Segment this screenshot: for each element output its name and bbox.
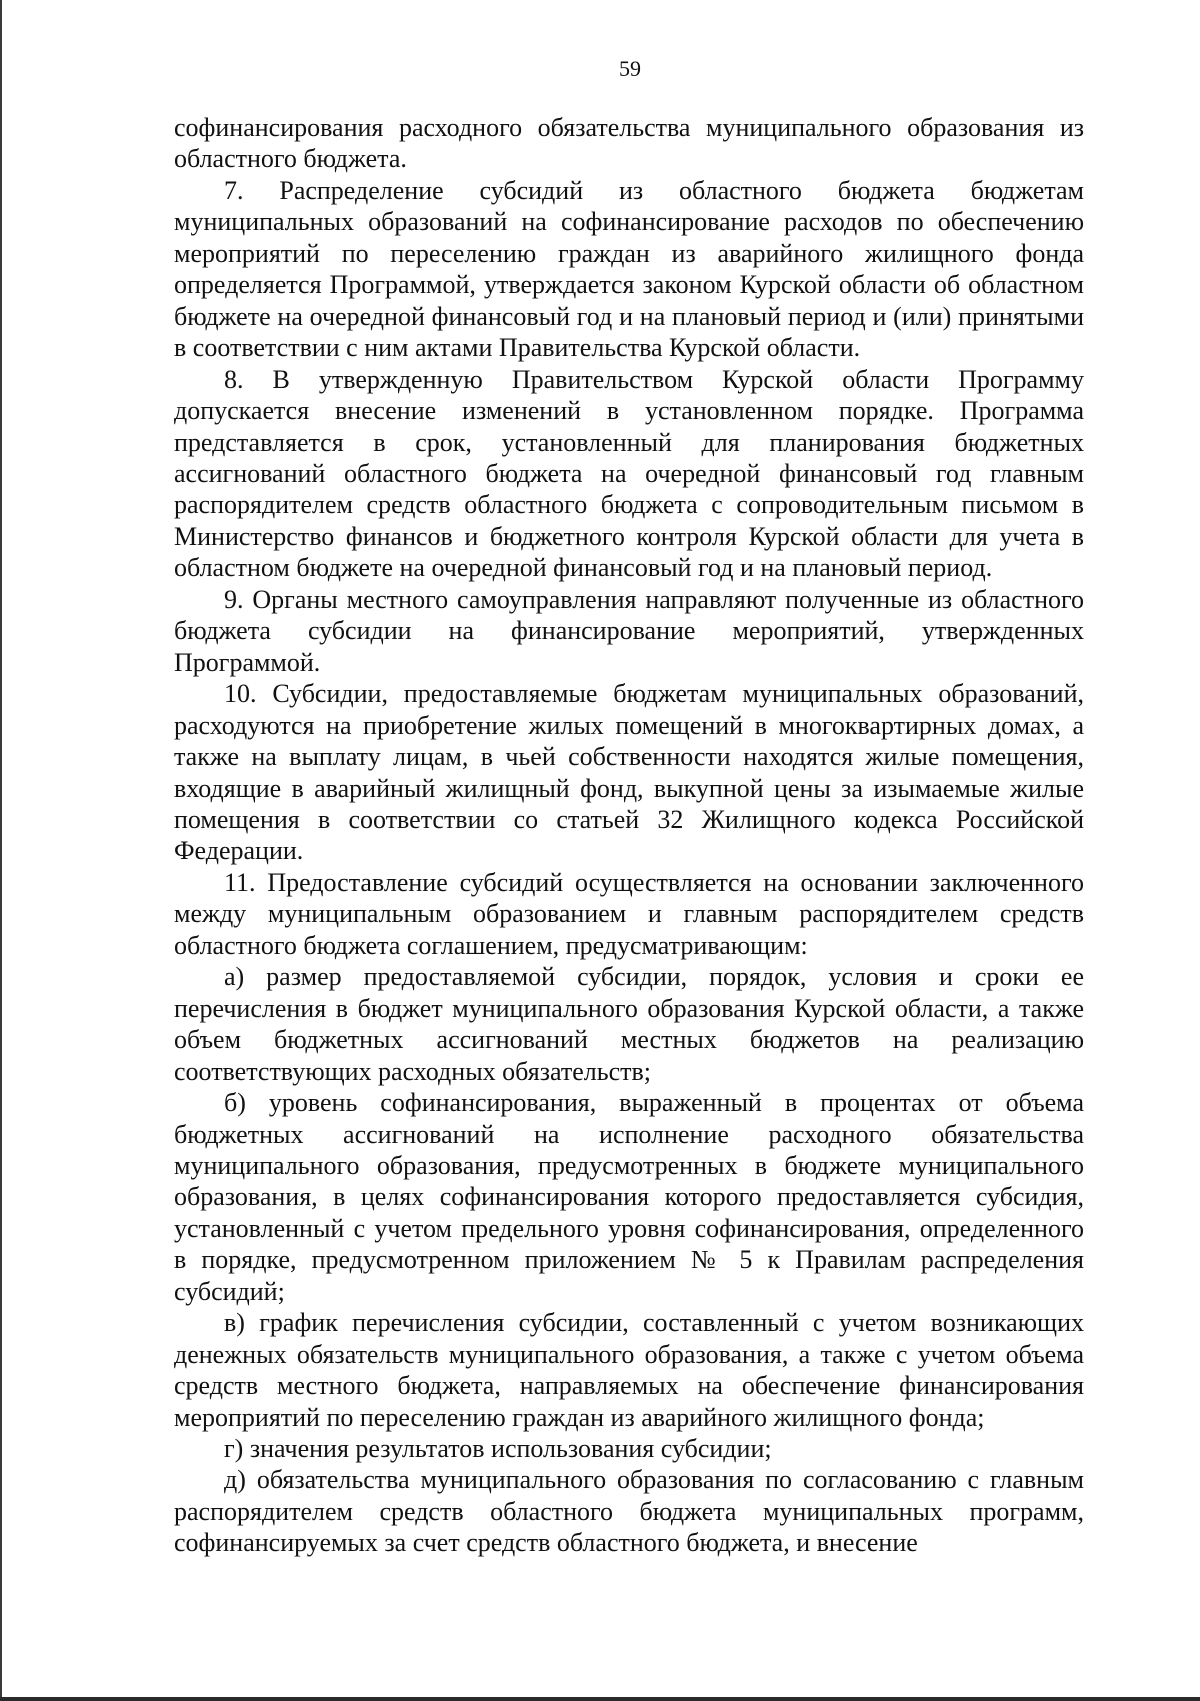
- paragraph-subitem-a: а) размер предоставляемой субсидии, порядок, условия и сроки ее перечисления в бюджет муниципального образования Курской области, а также объем бюджетных ассигнований местных бюджетов на реализацию соответствующих расходных обязательств;: [174, 962, 1084, 1086]
- scan-left-edge: [0, 0, 2, 1701]
- paragraph-item-11: 11. Предоставление субсидий осуществляется на основании заключенного между муниципальным образованием и главным распорядителем средств областного бюджета соглашением, предусматривающим:: [174, 867, 1084, 960]
- paragraph-item-7: 7. Распределение субсидий из областного бюджета бюджетам муниципальных образований на софинансирование расходов по обеспечению мероприятий по переселению граждан из аварийного жилищного фонда определяется Программой, утверждается законом Курской области об областном бюджете на очередной финансовый год и на плановый период и (или) принятыми в соответствии с ним актами Правительства Курской области.: [174, 175, 1084, 363]
- paragraph-subitem-v: в) график перечисления субсидии, составленный с учетом возникающих денежных обязательств муниципального образования, а также с учетом объема средств местного бюджета, направляемых на обеспечение финансирования мероприятий по переселению граждан из аварийного жилищного фонда;: [174, 1308, 1084, 1432]
- paragraph-subitem-d: д) обязательства муниципального образования по согласованию с главным распорядителем средств областного бюджета муниципальных программ, софинансируемых за счет средств областного бюджета, и внесение: [174, 1465, 1084, 1558]
- paragraph-continuation: софинансирования расходного обязательства муниципального образования из областного бюджета.: [174, 113, 1084, 174]
- paragraph-item-9: 9. Органы местного самоуправления направляют полученные из областного бюджета субсидии на финансирование мероприятий, утвержденных Программой.: [174, 584, 1084, 677]
- page-number: 59: [619, 56, 641, 81]
- paragraph-subitem-g: г) значения результатов использования субсидии;: [224, 1434, 772, 1464]
- scan-bottom-edge: [0, 1697, 1200, 1701]
- paragraph-subitem-b: б) уровень софинансирования, выраженный в процентах от объема бюджетных ассигнований на исполнение расходного обязательства муниципального образования, предусмотренных в бюджете муниципального образования, в целях софинансирования которого предоставляется субсидия, установленный с учетом предельного уровня софинансирования, определенного в порядке, предусмотренном приложением № 5 к Правилам распределения субсидий;: [174, 1088, 1084, 1306]
- paragraph-item-10: 10. Субсидии, предоставляемые бюджетам муниципальных образований, расходуются на приобретение жилых помещений в многоквартирных домах, а также на выплату лицам, в чьей собственности находятся жилые помещения, входящие в аварийный жилищный фонд, выкупной цены за изымаемые жилые помещения в соответствии со статьей 32 Жилищного кодекса Российской Федерации.: [174, 679, 1084, 866]
- document-body: [174, 112, 1084, 1559]
- paragraph-item-8: 8. В утвержденную Правительством Курской области Программу допускается внесение изменений в установленном порядке. Программа представляется в срок, установленный для планирования бюджетных ассигнований областного бюджета на очередной финансовый год главным распорядителем средств областного бюджета с сопроводительным письмом в Министерство финансов и бюджетного контроля Курской области для учета в областном бюджете на очередной финансовый год и на плановый период.: [174, 364, 1084, 583]
